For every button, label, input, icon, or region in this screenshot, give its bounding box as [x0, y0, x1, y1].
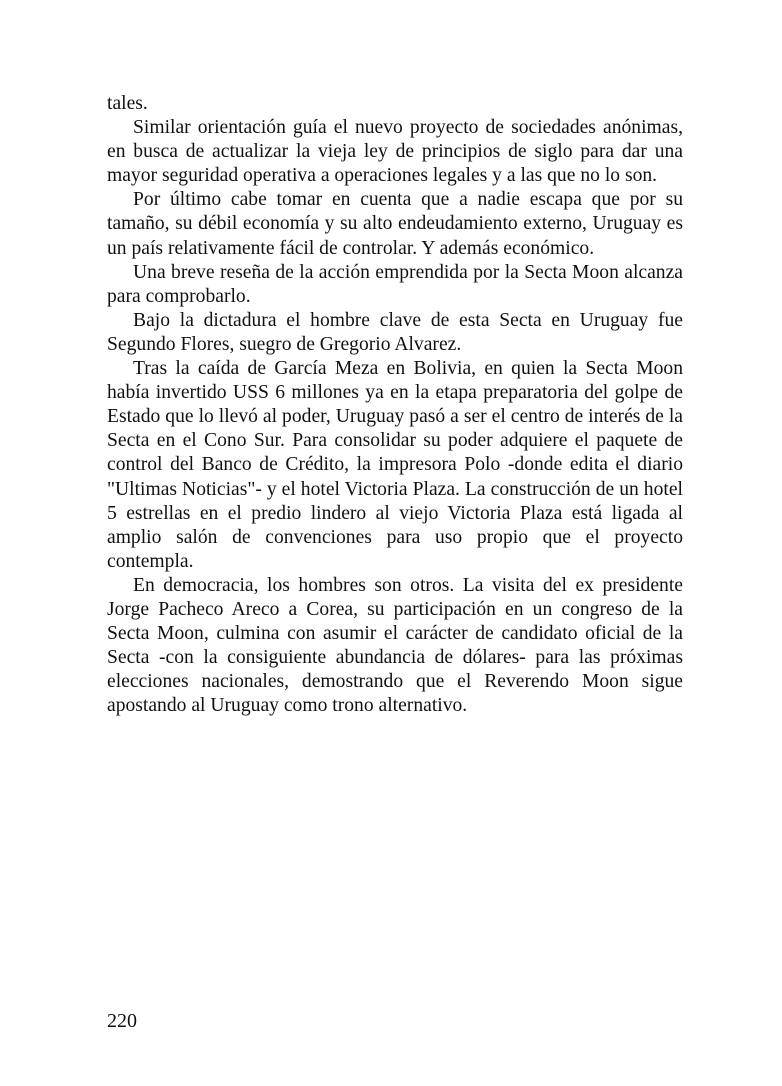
paragraph: Similar orientación guía el nuevo proyecto de sociedades anónimas, en busca de actualizar la vieja ley de principios de siglo para dar una mayor seguridad operativa a operaciones legales y a las que no lo son.	[107, 117, 683, 187]
body-text	[107, 92, 683, 718]
paragraph: En democracia, los hombres son otros. La visita del ex presidente Jorge Pacheco Areco a Corea, su participación en un congreso de la Secta Moon, culmina con asumir el carácter de candidato oficial de la Secta -con la consiguiente abundancia de dólares- para las próximas elecciones nacionales, demostrando que el Reverendo Moon sigue apostando al Uruguay como trono alternativo.	[107, 574, 683, 717]
paragraph-continuation: tales.	[107, 93, 148, 114]
paragraph: Una breve reseña de la acción emprendida por la Secta Moon alcanza para comprobarlo.	[107, 261, 683, 307]
page-number: 220	[107, 1010, 137, 1032]
paragraph: Bajo la dictadura el hombre clave de esta Secta en Uruguay fue Segundo Flores, suegro de Gregorio Alvarez.	[107, 309, 683, 355]
paragraph: Tras la caída de García Meza en Bolivia, en quien la Secta Moon había invertido USS 6 millones ya en la etapa preparatoria del golpe de Estado que lo llevó al poder, Uruguay pasó a ser el centro de interés de la Secta en el Cono Sur. Para consolidar su poder adquiere el paquete de control del Banco de Crédito, la impresora Polo -donde edita el diario "Ultimas Noticias"- y el hotel Victoria Plaza. La construcción de un hotel 5 estrellas en el predio lindero al viejo Victoria Plaza está ligada al amplio salón de convenciones para uso propio que el proyecto contempla.	[107, 358, 683, 572]
paragraph: Por último cabe tomar en cuenta que a nadie escapa que por su tamaño, su débil economía y su alto endeudamiento externo, Uruguay es un país relativamente fácil de controlar. Y además económico.	[107, 189, 683, 259]
